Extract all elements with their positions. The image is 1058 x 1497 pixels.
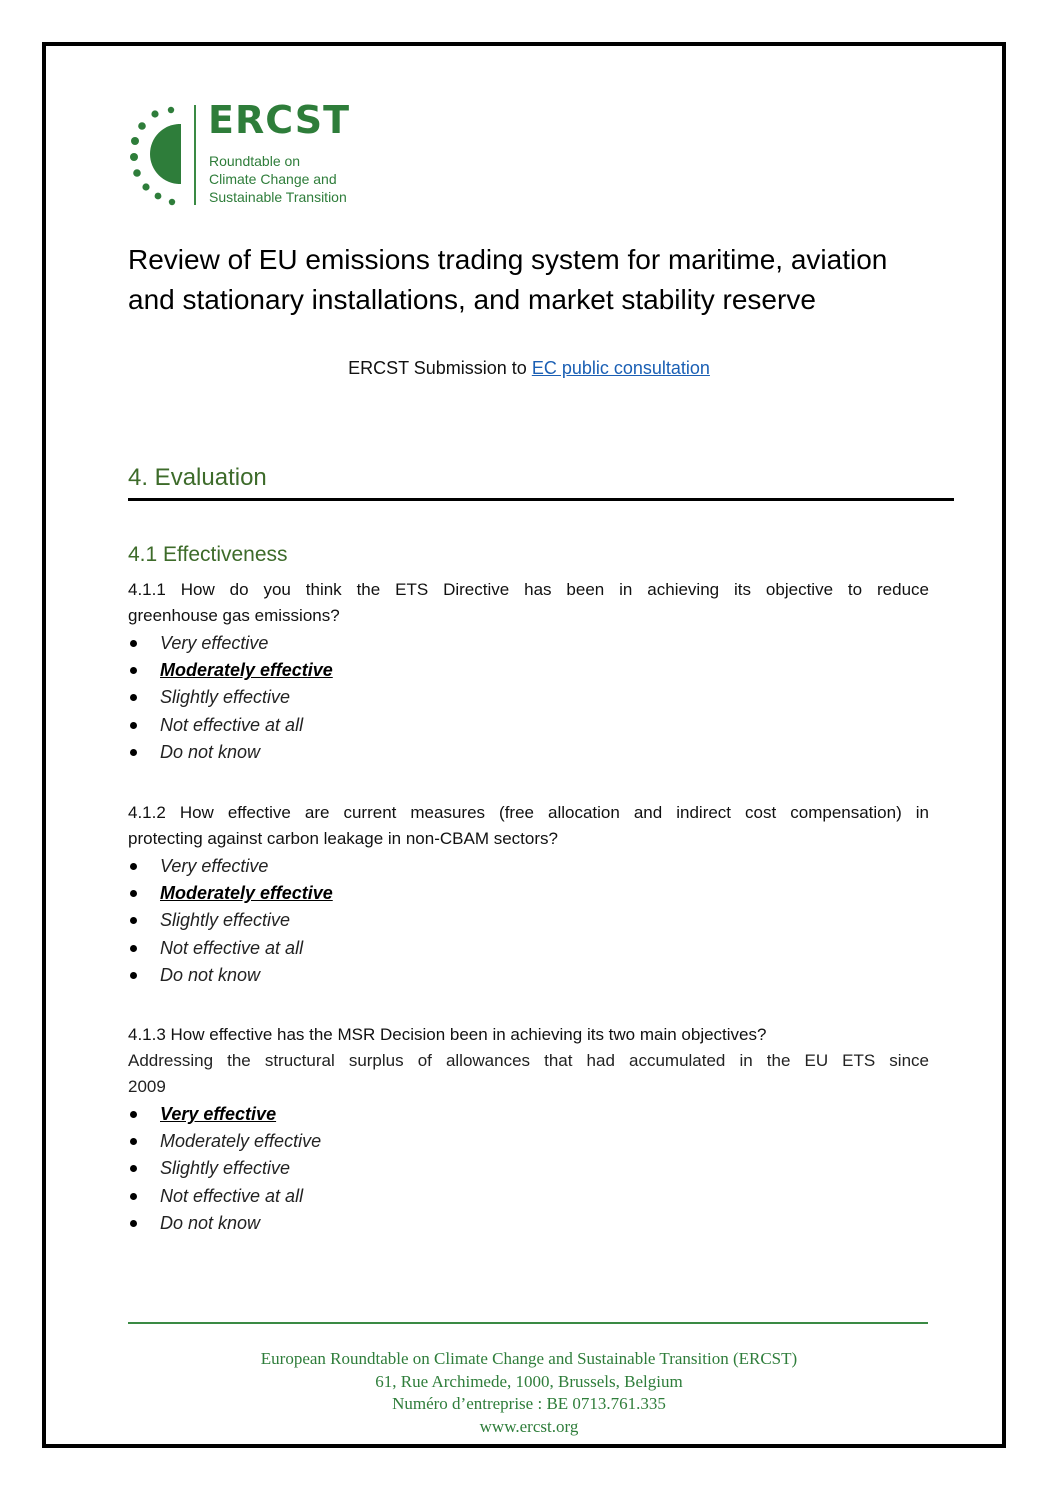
answer-option[interactable]: Not effective at all: [128, 935, 333, 962]
answer-list-4-1-2: [128, 853, 333, 989]
question-text: 4.1.1 How do you think the ETS Directive has been in achieving its objective to reduce: [128, 580, 929, 599]
answer-option[interactable]: Slightly effective: [128, 684, 333, 711]
document-title: [128, 240, 948, 320]
footer-address: 61, Rue Archimede, 1000, Brussels, Belgium: [375, 1371, 683, 1391]
note-text: 2009: [128, 1077, 166, 1096]
answer-option[interactable]: Do not know: [128, 962, 333, 989]
answer-option-selected[interactable]: Very effective: [128, 1101, 321, 1128]
answer-option[interactable]: Very effective: [128, 630, 333, 657]
question-note: [128, 1048, 929, 1100]
consultation-link[interactable]: EC public consultation: [531, 358, 710, 378]
footer-org-name: European Roundtable on Climate Change and Sustainable Transition (ERCST): [260, 1349, 798, 1368]
note-text: Addressing the structural surplus of allowances that had accumulated in the EU ETS since: [128, 1051, 929, 1070]
answer-option[interactable]: Moderately effective: [128, 1128, 321, 1155]
question-4-1-1: [128, 577, 929, 629]
question-text: protecting against carbon leakage in non-CBAM sectors?: [128, 829, 558, 848]
logo-name: ERCST: [208, 98, 351, 142]
logo-tagline-line: Sustainable Transition: [209, 189, 347, 205]
section-heading: 4. Evaluation: [128, 464, 267, 491]
answer-option[interactable]: Very effective: [128, 853, 333, 880]
title-line: Review of EU emissions trading system for maritime, aviation: [128, 244, 888, 275]
title-line: and stationary installations, and market stability reserve: [128, 284, 816, 315]
logo-tagline-line: Climate Change and: [209, 171, 337, 187]
answer-list-4-1-3: [128, 1101, 321, 1237]
footer-company-number: Numéro d’entreprise : BE 0713.761.335: [392, 1394, 666, 1413]
question-text: greenhouse gas emissions?: [128, 606, 340, 625]
answer-option[interactable]: Slightly effective: [128, 907, 333, 934]
subtitle-prefix: ERCST Submission to: [348, 358, 532, 378]
answer-option[interactable]: Not effective at all: [128, 712, 333, 739]
answer-list-4-1-1: [128, 630, 333, 766]
footer: [0, 1348, 1058, 1438]
question-text: 4.1.2 How effective are current measures (free allocation and indirect cost compensation) in: [128, 803, 929, 822]
ercst-logo: [128, 100, 428, 210]
question-4-1-3: [128, 1022, 929, 1048]
logo-tagline: [209, 152, 429, 206]
answer-option-selected[interactable]: Moderately effective: [128, 657, 333, 684]
sun-arc-logo-icon: [128, 100, 190, 210]
subsection-heading: 4.1 Effectiveness: [128, 543, 288, 566]
answer-option[interactable]: Slightly effective: [128, 1155, 321, 1182]
answer-option[interactable]: Do not know: [128, 1210, 321, 1237]
answer-option-selected[interactable]: Moderately effective: [128, 880, 333, 907]
question-text: 4.1.3 How effective has the MSR Decision been in achieving its two main objectives?: [128, 1025, 767, 1044]
question-4-1-2: [128, 800, 929, 852]
footer-website[interactable]: www.ercst.org: [479, 1416, 579, 1436]
logo-divider: [194, 105, 196, 205]
section-divider: [128, 498, 954, 501]
submission-subtitle: [0, 358, 1058, 379]
answer-option[interactable]: Not effective at all: [128, 1183, 321, 1210]
answer-option[interactable]: Do not know: [128, 739, 333, 766]
footer-divider: [128, 1322, 928, 1324]
logo-tagline-line: Roundtable on: [209, 153, 301, 169]
